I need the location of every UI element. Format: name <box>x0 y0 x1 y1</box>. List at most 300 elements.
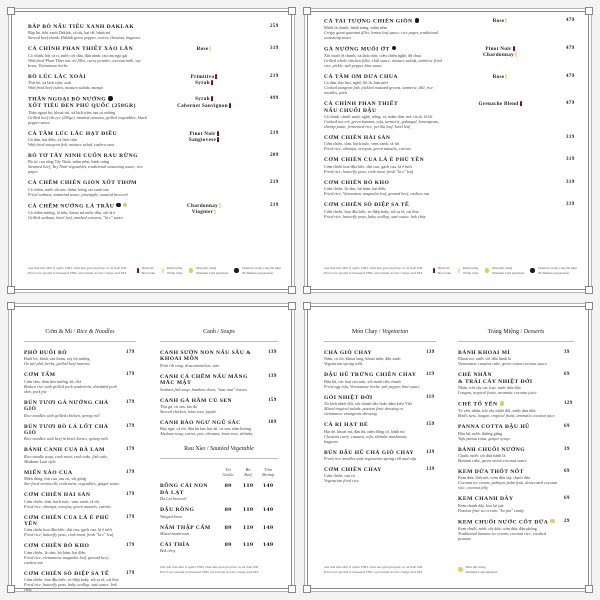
wine-name: Rose <box>196 46 209 53</box>
red-wine-glass-icon <box>211 96 213 101</box>
menu-item <box>324 202 574 218</box>
menu-item <box>28 153 278 174</box>
menu-item <box>160 420 278 436</box>
wine-name: Syrah <box>195 80 210 87</box>
signature-icon <box>458 567 463 572</box>
menu-item <box>160 398 278 414</box>
menu-page-vegetarian-desserts <box>307 306 589 589</box>
item-price: 219 <box>270 180 279 186</box>
item-name <box>458 401 558 408</box>
menu-item <box>24 492 136 508</box>
wine-white <box>164 46 244 52</box>
item-desc-vi: Xôi muối ớt chanh, xà lách trộn, cơm chiên nghệ, đồ chua <box>324 52 422 58</box>
30-minute-icon <box>234 268 239 273</box>
item-desc-en: Fried rice, butterfly peas, baby scallop, saté sauce, bok choy <box>324 213 426 219</box>
signature-icon <box>550 519 555 524</box>
frame-corner-ornament <box>7 7 15 15</box>
white-wine-glass-icon <box>515 52 517 57</box>
item-name-line: CÁ TẦM LÚC LẮC HẠT ĐIỀU <box>28 130 118 137</box>
legend-text <box>492 266 524 275</box>
wine-red <box>164 137 244 143</box>
item-price: 179 <box>126 399 135 405</box>
white-wine-glass-icon <box>214 209 216 214</box>
menu-item <box>28 74 278 90</box>
menu-item <box>458 350 574 366</box>
item-desc-vi: Đậu hũ, nước đường gừng <box>458 430 503 436</box>
column-header-vi: Tôm <box>264 467 272 473</box>
frame-corner-ornament <box>585 7 593 15</box>
item-price: 69 <box>564 424 570 430</box>
wine-white <box>460 52 540 58</box>
wine-name: Viognier <box>191 209 214 216</box>
frame-corner-ornament <box>7 302 15 310</box>
menu-item <box>28 131 278 147</box>
section-title-en: Sautéed Vegetable <box>210 446 254 453</box>
item-desc-en: Steamed beef, Tay Ninh vegetables, traditional seasoning sauce, rice paper <box>28 164 144 175</box>
item-price: 209 <box>270 152 279 158</box>
section-title-en: Vegetarian <box>382 329 409 335</box>
menu-item <box>24 470 136 486</box>
legend-text <box>438 266 451 275</box>
menu-item <box>458 401 574 418</box>
30-minute-icon <box>392 46 397 51</box>
item-price: 179 <box>126 492 135 498</box>
item-price: 69 <box>564 372 570 378</box>
wine-pairing <box>164 96 244 109</box>
wine-white <box>460 18 540 24</box>
item-name-line: BÁNH KHOAI MÌ <box>458 350 511 356</box>
frame-corner-ornament <box>288 7 296 15</box>
item-price: 119 <box>426 394 435 400</box>
menu-item <box>458 519 574 541</box>
legend-white <box>161 266 183 275</box>
item-name-line: THĂN NGOẠI BÒ NƯỚNG <box>28 96 107 103</box>
item-desc-en: Fried rice, vietnamese magnolia leaf, ground beef, cashew nut <box>24 554 109 565</box>
menu-item <box>24 515 136 538</box>
red-wine-glass-icon <box>217 137 219 142</box>
signature-icon <box>500 401 505 406</box>
item-desc-en: Crispy giant gourami fillet, lemon leaf sauce, rice paper, traditional seasoning sauce <box>324 29 438 40</box>
wine-name: Pinot Noir <box>485 45 512 52</box>
wine-name: Syrah <box>195 96 210 103</box>
legend-white <box>457 266 479 275</box>
item-desc-vi: Cơm chiên, hoa đậu biếc, sò điệp baby, sốt sa tế, cải thìa <box>24 577 119 583</box>
item-desc-en: Vegetarian fried rice <box>324 478 359 484</box>
legend-vi: Chuẩn bị trong vòng 30 phút <box>537 266 577 271</box>
legend-vi: Chuẩn bị trong vòng 30 phút <box>241 266 281 271</box>
item-desc-en: Fresh rice noodles with vegetarian spring roll and tofu <box>324 456 417 462</box>
item-name-line: CÁ TẦM OM DƯA CHUA <box>324 73 398 80</box>
frame-corner-ornament <box>7 286 15 294</box>
30-minute-icon <box>116 203 121 208</box>
item-name-line: GỎI NHIỆT ĐỚI <box>324 394 373 401</box>
wine-name: Chardonnay <box>187 202 218 209</box>
legend-en: Madame Lam signature <box>196 270 229 275</box>
item-price: 139 <box>426 467 435 473</box>
item-desc-en: Fried rice, butterfly peas, baby scallop, saté sauce, bok choy <box>24 582 117 593</box>
item-price-shrimp: 149 <box>262 507 274 514</box>
legend-text <box>167 266 183 275</box>
item-price: 179 <box>126 570 135 576</box>
item-price: 179 <box>126 543 135 549</box>
item-desc-vi: Bắp bò, tiêu xanh Daklak, cà rốt, hạt dẻ, bánh mì <box>28 30 111 36</box>
menu-item <box>458 469 574 490</box>
item-desc-vi: Mười lá chanh, bánh tráng, mắm nêm <box>324 24 388 30</box>
item-name-line: CHẢ GIÒ CHAY <box>324 350 373 356</box>
item-desc-vi: Kem chuối, nước cốt dừa, cơm dừa, đậu phộng <box>458 525 537 531</box>
item-name-line: CƠM CHIÊN CUA LÁ É PHÚ YÊN <box>24 514 110 528</box>
legend-text <box>196 266 228 275</box>
red-wine-glass-icon <box>513 46 515 51</box>
item-desc-en: Bird's nest, longan, tropical fruits, aromatic coconut juice <box>458 413 555 419</box>
item-desc-en: Vietnamese cassava cake, green onion coconut sauce <box>458 361 547 367</box>
legend-vi: Rượu đỏ <box>438 266 450 271</box>
legend-text <box>538 266 577 275</box>
item-desc-en: Longan, tropical fruits, aromatic coconut juice <box>458 390 537 396</box>
item-name-line: CƠM CHIÊN BÒ KHO <box>324 179 390 186</box>
legend-vi: Món đặc trưng <box>196 266 217 271</box>
section-title-vi: Cơm & Mì <box>45 329 72 335</box>
wine-pairing <box>460 74 540 80</box>
item-desc-en: Wok-fried beef cubes, mixture salads, mango <box>28 85 103 91</box>
item-price-shrimp: 149 <box>262 542 274 549</box>
item-desc-en: Fried rice, shrimps, octopus, green mussels, carrots <box>24 503 111 509</box>
item-name <box>324 372 420 378</box>
column-header-en: Garlic <box>222 472 234 478</box>
wine-name: Chardonnay <box>483 52 514 59</box>
price-note-en: Prices are quoted in thousand VND, not include service charge and VAT <box>324 569 423 574</box>
item-desc-vi: Thăn ngoại bò, khoai mì, xà lách trộn, rau củ nướng <box>28 109 116 115</box>
item-name-line: CƠM CHIÊN CUA LÁ É PHÚ YÊN <box>324 157 425 164</box>
item-desc-vi: Xà lách nhiệt đới, xốt chanh dây hoặc dấm kiểu Việt <box>324 401 412 407</box>
wine-name: Grenache Blend <box>478 101 519 108</box>
wine-pairing <box>164 74 244 87</box>
item-name <box>160 374 262 387</box>
item-name-line: CƠM CHIÊN HẢI SẢN <box>24 492 91 499</box>
frame-corner-ornament <box>288 585 296 593</box>
legend-en: Red wine <box>438 270 451 275</box>
item-name-line: CANH GÀ HẦM CỦ SEN <box>160 397 233 404</box>
wine-name: Pinot Noir <box>189 130 216 137</box>
red-wine-glass-icon <box>433 268 435 273</box>
item-name-line: CÁ CHÌNH PHAN THIẾT <box>324 101 399 108</box>
item-price: 479 <box>566 73 575 79</box>
column-header-en: Beef <box>244 472 252 478</box>
column-header-garlic <box>218 467 238 477</box>
item-price: 179 <box>126 372 135 378</box>
item-name-line: KEM CHUỐI NƯỚC CỐT DỪA <box>458 519 549 526</box>
red-wine-glass-icon <box>229 103 231 108</box>
menu-item <box>24 350 136 366</box>
item-desc-en: Fried rice, Vietnamese magnolia leaf, ground beef, cashew nut <box>324 191 430 197</box>
legend-text <box>142 266 155 275</box>
frame-corner-ornament <box>585 286 593 294</box>
item-desc-vi: Thịt gà, củ sen, táo đỏ <box>160 404 198 410</box>
item-desc-en: Grilled whole chicken fillet, chili sauce, mixture salads, turmeric fried rice, pickle, salt pepper lime sauce <box>324 57 442 68</box>
item-desc-vi: Cơm chiên, lá cẩm, bò băm, hạt điều <box>324 186 386 192</box>
frame-corner-ornament <box>288 286 296 294</box>
menu-item <box>324 422 436 443</box>
item-price: 219 <box>270 130 279 136</box>
section-title: Món Chay / Vegetarian <box>324 329 436 342</box>
item-name-line: BÁNH CHUỐI NƯỚNG <box>458 446 526 453</box>
menu-item <box>324 467 436 483</box>
item-name: BÔNG CẢI NON ĐÀ LẠT <box>160 483 208 496</box>
item-price-beef: 119 <box>242 483 254 490</box>
item-desc-vi: Chuối, nước cốt dừa hành lá <box>458 452 506 458</box>
wine-name: Primitivo <box>190 73 215 80</box>
item-desc-en: Chestnut curry, cassava, tofu, shiitake mushroom, baguette <box>324 433 408 444</box>
item-desc-en: Passion fruit ice cream, "bo pia" candy <box>458 507 525 513</box>
item-price: 479 <box>566 101 575 107</box>
item-name <box>24 515 120 528</box>
legend-sig <box>485 266 525 275</box>
menu-item <box>28 24 278 40</box>
item-price-shrimp: 149 <box>262 524 274 531</box>
item-desc-en: Fried seabass, tamarind sauce, pineapple, sautéed broccoli <box>28 191 128 197</box>
price-note-vi: Giá tính theo đơn vị nghìn VNĐ, chưa bao gồm phí phục vụ và thuế VAT <box>324 565 423 570</box>
item-price: 259 <box>270 24 279 29</box>
legend-vi: Rượu trắng <box>462 266 479 271</box>
item-price-beef: 119 <box>242 524 254 531</box>
signature-icon <box>189 268 194 273</box>
item-desc-vi: Cơm chiên, hoa đậu biếc, sò điệp baby, sốt sa tế, cải thìa <box>324 208 419 214</box>
item-desc-en: Mixed mushroom <box>160 531 190 537</box>
item-desc-en: Fried rice, butterfly peas, crab meat, fresh "la e" leaf <box>324 168 414 174</box>
item-price-shrimp: 149 <box>262 483 274 490</box>
item-desc-en: Wok-fried sturgeon fish, mixture salad, cashew nuts <box>28 141 115 147</box>
item-desc-en: Stir-fried vermicelli, crab meat, vegetables, ginger sauce <box>24 481 120 487</box>
frame-corner-ornament <box>303 286 311 294</box>
price-note <box>28 266 126 275</box>
30-minute-icon <box>108 96 113 101</box>
section-title-vi: Món Chay <box>351 329 378 335</box>
red-wine-glass-icon <box>520 101 522 106</box>
item-desc-en: Stewed beef shank, Daklak green pepper, carrot, chestnut, baguette <box>28 35 141 41</box>
item-price: 139 <box>268 373 277 379</box>
legend-text <box>242 266 281 275</box>
item-name-line: CÀ RI HẠT DẺ <box>324 422 369 429</box>
item-name: ĐẬU RỒNG <box>160 507 195 514</box>
section-title-vi: Canh <box>203 329 216 335</box>
item-desc-en: Da Lat broccoli <box>160 496 187 502</box>
item-price-garlic: 89 <box>224 542 232 549</box>
item-desc-en: Traditional banana ice cream, coconut rice, crushed peanuts <box>458 530 547 541</box>
wine-red <box>460 101 540 107</box>
menu-item <box>324 395 436 416</box>
item-name <box>324 18 454 25</box>
section-title-en: Rice & Noodles <box>76 329 115 335</box>
item-price: 319 <box>566 157 575 163</box>
white-wine-glass-icon <box>162 268 164 273</box>
menu-item <box>458 372 574 395</box>
legend-red <box>432 266 451 275</box>
item-desc-vi: Bào ngư, cà rốt, đậu hà lan, hạt dẻ, củ sen, nấm hương <box>160 426 252 432</box>
item-desc-en: Grilled beef rib eye (250gr), mashed cassava, grilled vegetables, black pepper sauce <box>28 114 147 125</box>
item-desc-en: Rice noodle soup, crab meat, crab cake, fish cake, Madame Lam style <box>24 453 109 464</box>
menu-page-rice-soups <box>11 306 292 593</box>
section-title: Canh / Soups <box>160 329 278 342</box>
legend-sig <box>189 266 229 275</box>
wine-name: Cabernet Sauvignon <box>177 102 228 109</box>
item-desc-en: Fried rice, shrimps, octopus, green mussels, carrots <box>324 146 411 152</box>
item-name <box>324 46 454 53</box>
item-desc-vi: Cá tầm, thịt heo, nghệ, thì là, bún tươi <box>324 80 388 86</box>
item-name-line: MIẾN XÀO CUA <box>24 469 73 476</box>
item-desc-en: Broken rice with grilled pork tenderloin, shredded pork skin, pork pie <box>24 383 117 394</box>
menu-item <box>160 374 278 392</box>
item-name-line: KEM CHANH DÂY <box>458 496 514 503</box>
item-name <box>458 519 558 526</box>
legend-red <box>136 266 155 275</box>
legend-vi: Rượu trắng <box>166 266 183 271</box>
price-note-vi: Giá tính theo đơn vị nghìn VNĐ, chưa bao gồm phí phục vụ và thuế VAT <box>324 266 423 271</box>
item-desc-en: Stewed chicken, lotus root, jujube <box>160 409 217 415</box>
white-wine-glass-icon <box>209 46 211 51</box>
menu-item <box>160 542 278 553</box>
section-title: Cơm & Mì / Rice & Noodles <box>24 329 136 342</box>
wine-name: Rose <box>492 73 505 80</box>
item-name-line: BÒ TƠ TÂY NINH CUỐN RAU RỪNG <box>28 152 139 159</box>
white-wine-glass-icon <box>219 203 221 208</box>
item-price: 179 <box>126 469 135 475</box>
legend-en: 30 minutes preparation <box>537 270 570 275</box>
menu-item <box>324 180 574 196</box>
item-price: 69 <box>564 496 570 502</box>
item-name <box>24 424 120 437</box>
item-price: 119 <box>426 372 435 378</box>
item-desc-vi: Đuôi bò, bánh, rau thơm, tuỷ bò nướng <box>24 356 90 362</box>
item-name-line: CƠM CHIÊN BÒ KHO <box>24 543 90 550</box>
legend-vi: Rượu đỏ <box>142 266 154 271</box>
item-price: 29 <box>564 518 570 524</box>
price-note-en: Prices are quoted in thousand VND, not include service charge and VAT <box>28 270 127 275</box>
item-desc-vi: Khoai mì, nước cốt dừa hành lá <box>458 356 511 362</box>
frame-corner-ornament <box>585 302 593 310</box>
menu-item <box>458 496 574 512</box>
menu-item <box>24 372 136 393</box>
item-desc-vi: Cơm chiên hoa đậu biếc, thịt cua, gạch cua, lá é tươi <box>324 163 412 169</box>
menu-item <box>160 507 278 518</box>
item-desc-vi: Tổ yến, nhãn, trái cây nhiệt đới, nước dừa dừa <box>458 408 536 414</box>
item-name <box>24 400 120 413</box>
menu-item <box>458 447 574 463</box>
item-price: 319 <box>566 202 575 208</box>
menu-page-mains-2 <box>307 11 589 290</box>
wine-red <box>164 80 244 86</box>
item-desc-en: Grilled seabass, betel leaf, mashed cassava, "la e" sauce <box>28 214 124 220</box>
legend-en: White wine <box>166 270 183 275</box>
wine-pairing <box>164 131 244 144</box>
wine-name: Sangiovese <box>188 136 217 143</box>
legend-en: Madame Lam signature <box>465 569 498 574</box>
veg-section <box>160 446 278 553</box>
item-name-line: CANH CÁ CHẼM NẤU MĂNG MẮC MẬT <box>160 373 248 387</box>
item-price: 179 <box>126 447 135 453</box>
item-desc-vi: Kem dừa, thốt nốt, cơm dừa sấy, thạch dừa <box>458 475 530 481</box>
menu-page-mains-1 <box>11 11 292 290</box>
item-prices <box>218 525 278 531</box>
menu-item <box>324 450 436 461</box>
menu-item <box>324 157 574 173</box>
item-price: 139 <box>426 350 435 355</box>
item-price: 219 <box>270 202 279 208</box>
item-name-line: BẮP BÒ NẤU TIÊU XANH DAKLAK <box>28 24 135 30</box>
item-desc-vi: Cơm chiên, tôm, bạch tuộc, vẹm xanh, cà rốt <box>24 498 100 504</box>
red-wine-glass-icon <box>217 131 219 136</box>
item-desc-vi: Cá chình, bột cà ri, nước cốt dừa, đậu nành, rau om ngò gai <box>28 52 128 58</box>
menu-item <box>160 525 278 536</box>
item-desc-vi: Nhãn, trái cây các loại, nước dừa dừa <box>458 385 521 391</box>
item-desc-vi: Cơm chiên, rau củ <box>324 473 355 479</box>
legend-en: Red wine <box>142 270 155 275</box>
item-price: 139 <box>426 449 435 455</box>
item-name-line: CÁ CHẼM NƯỚNG LÁ TRẦU <box>28 203 115 210</box>
item-price-beef: 119 <box>242 542 254 549</box>
section-title: Rau Xào / Sautéed Vegetable <box>160 446 278 459</box>
wine-white <box>460 74 540 80</box>
item-prices <box>218 542 278 548</box>
legend-vi: Món đặc trưng <box>465 565 486 570</box>
item-price: 139 <box>268 350 277 355</box>
column-header-shrimp <box>258 467 278 477</box>
menu-item <box>28 96 278 124</box>
item-desc-en: Seabass fish soup, bamboo shoot, "mac mat" leaves <box>160 386 247 392</box>
column-header-vi: Tỏi <box>225 467 231 473</box>
white-wine-glass-icon <box>505 74 507 79</box>
item-price: 129 <box>564 401 573 407</box>
item-name-line: BÚN ĐẬU HŨ CHẢ GIÒ CHAY <box>324 449 415 456</box>
legend-en: Madame Lam signature <box>492 270 525 275</box>
item-name-line: BÁNH CANH CUA BÀ LAM <box>24 447 105 454</box>
frame-corner-ornament <box>303 302 311 310</box>
item-desc-en: Cooked sea eel, green banana, tofu, turmeric, galangal, lemongrass, shrimp paste, fermented rice, perilla leaf, betel leaf <box>324 119 439 130</box>
item-name-line: GÀ NƯỚNG MUỐI ỚT <box>324 46 390 53</box>
legend-text <box>466 565 498 574</box>
item-desc-en: Ox tail phở, herbs, grilled beef marrow <box>24 361 90 367</box>
legend-en: White wine <box>462 270 479 275</box>
item-desc-en: Pork rib soup, dracontomelon, taro <box>160 362 220 368</box>
item-desc-vi: Miến dong, thịt cua, rau củ, sốt gừng <box>24 476 86 482</box>
section-title-en: Soups <box>220 329 235 335</box>
item-price: 319 <box>566 179 575 185</box>
item-price: 319 <box>566 135 575 141</box>
menu-item <box>24 447 136 463</box>
item-desc-en: Abalone soup, carrot, pea, chestnut, lotus root, shiitake <box>160 431 253 437</box>
item-price-garlic: 89 <box>224 524 232 531</box>
section-title-vi: Rau Xào <box>184 446 206 453</box>
legend-prep <box>530 266 577 275</box>
item-name-line: BÚN TƯƠI GÀ NƯỚNG CHẢ GIÒ <box>24 399 109 413</box>
item-desc-vi: Kem chanh dây, kẹo bò pía <box>458 502 504 508</box>
item-name-line: CƠM CHIÊN SÒ ĐIỆP SA TẾ <box>24 570 110 577</box>
item-price-garlic: 89 <box>224 507 232 514</box>
item-price: 189 <box>268 420 277 426</box>
item-price-beef: 119 <box>242 507 254 514</box>
item-desc-vi: Cơm chiên hoa đậu biếc, thịt cua, gạch cua, lá é tươi <box>24 527 112 533</box>
white-wine-glass-icon <box>458 268 460 273</box>
signature-icon <box>485 268 490 273</box>
item-desc-vi: Hạt dẻ, khoai mì, đậu hũ, nấm đông cô, bánh mì <box>324 428 405 434</box>
item-name-line: CÁ CHẼM CHIÊN GIÒN XỐT THƠM <box>28 180 137 187</box>
item-name-line: CÁ CHÌNH PHAN THIẾT XÀO LĂN <box>28 46 134 53</box>
item-price: 159 <box>268 397 277 403</box>
menu-item <box>24 424 136 442</box>
item-desc-en: Fried egg tofu, Vietnamese herbs, salt pepper, lime sauce <box>324 383 420 389</box>
30-minute-icon <box>530 268 535 273</box>
price-note <box>324 266 422 275</box>
item-name-line: CANH SƯỜN NON NẤU SẤU & KHOAI MÔN <box>160 350 252 363</box>
